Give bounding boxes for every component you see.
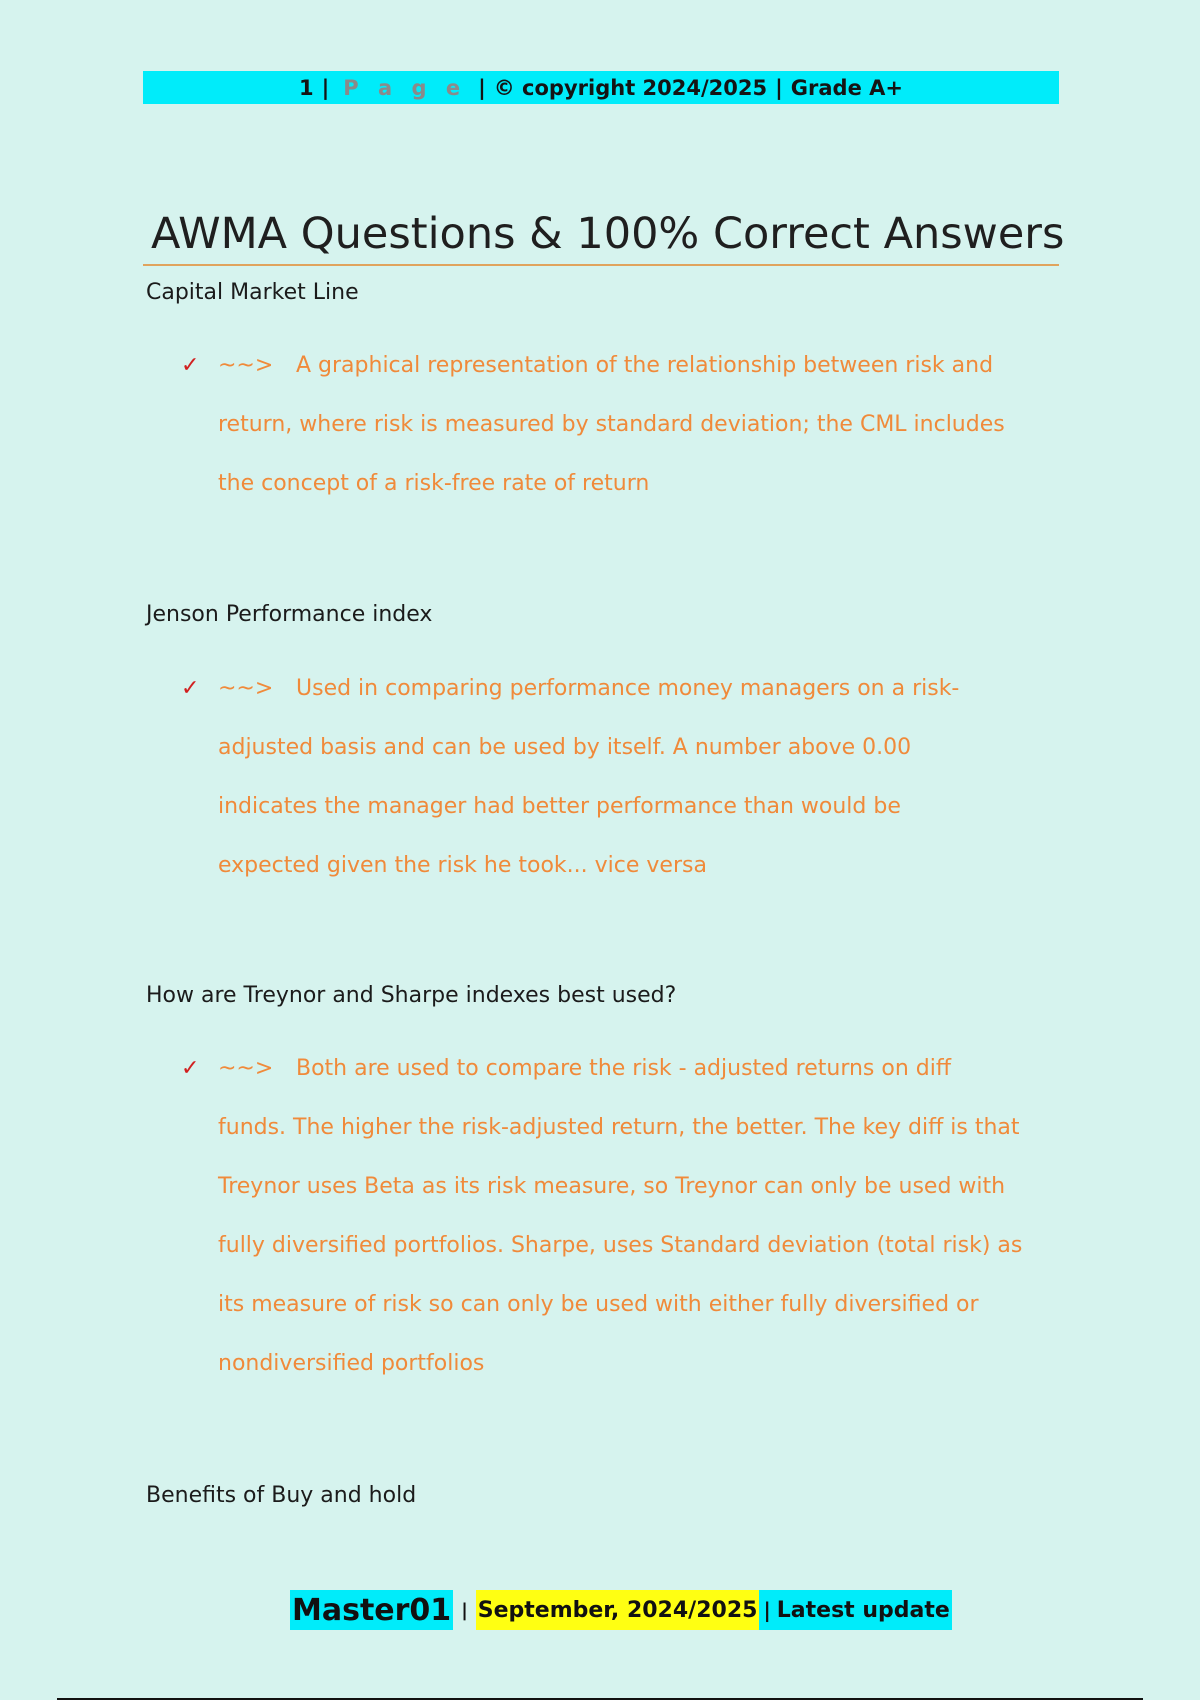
grade-text: Grade A+ — [790, 75, 903, 100]
answer-block — [181, 1039, 1061, 1393]
checkmark-icon: ✓ — [181, 1056, 200, 1081]
answer-line — [181, 336, 1061, 395]
header-separator: | — [478, 75, 486, 100]
checkmark-icon: ✓ — [181, 676, 200, 701]
answer-line: the concept of a risk-free rate of return — [218, 471, 650, 496]
answer-text: Both are used to compare the risk - adjusted returns on diff — [296, 1056, 952, 1081]
arrow-marker: ~~> — [218, 676, 274, 701]
header-separator: | — [775, 75, 783, 100]
copyright-text: © copyright 2024/2025 — [493, 75, 768, 100]
answer-line: fully diversified portfolios. Sharpe, uses Standard deviation (total risk) as — [218, 1233, 1023, 1258]
answer-line: adjusted basis and can be used by itself. A number above 0.00 — [218, 735, 912, 760]
answer-line: return, where risk is measured by standard deviation; the CML includes — [218, 412, 1005, 437]
answer-line — [181, 1039, 1061, 1098]
page-word: P a g e — [343, 75, 467, 100]
footer-update: Latest update — [777, 1590, 952, 1630]
answer-text: Used in comparing performance money managers on a risk- — [296, 676, 960, 701]
answer-line: nondiversified portfolios — [218, 1351, 485, 1376]
question-text: Capital Market Line — [146, 280, 359, 305]
arrow-marker: ~~> — [218, 353, 274, 378]
document-title: AWMA Questions & 100% Correct Answers — [143, 206, 1059, 266]
footer-author: Master01 — [290, 1590, 453, 1630]
question-text: Jenson Performance index — [146, 602, 433, 627]
answer-line: indicates the manager had better performance than would be — [218, 794, 901, 819]
answer-line: funds. The higher the risk-adjusted return, the better. The key diff is that — [218, 1115, 1020, 1140]
answer-block — [181, 659, 1061, 895]
answer-line: its measure of risk so can only be used with either fully diversified or — [218, 1292, 979, 1317]
question-text: How are Treynor and Sharpe indexes best used? — [146, 983, 677, 1008]
page-number: 1 — [299, 75, 314, 100]
footer-separator: | — [453, 1590, 476, 1630]
answer-text: A graphical representation of the relationship between risk and — [296, 353, 994, 378]
question-text: Benefits of Buy and hold — [146, 1483, 417, 1508]
answer-line: expected given the risk he took... vice versa — [218, 853, 707, 878]
arrow-marker: ~~> — [218, 1056, 274, 1081]
page-header-bar — [143, 71, 1059, 104]
checkmark-icon: ✓ — [181, 353, 200, 378]
answer-line: Treynor uses Beta as its risk measure, so Treynor can only be used with — [218, 1174, 1006, 1199]
answer-line — [181, 659, 1061, 718]
answer-block — [181, 336, 1061, 513]
page-footer — [290, 1590, 952, 1630]
footer-date: September, 2024/2025 — [476, 1590, 760, 1630]
header-separator: | — [321, 75, 330, 100]
footer-separator: | — [759, 1590, 776, 1630]
